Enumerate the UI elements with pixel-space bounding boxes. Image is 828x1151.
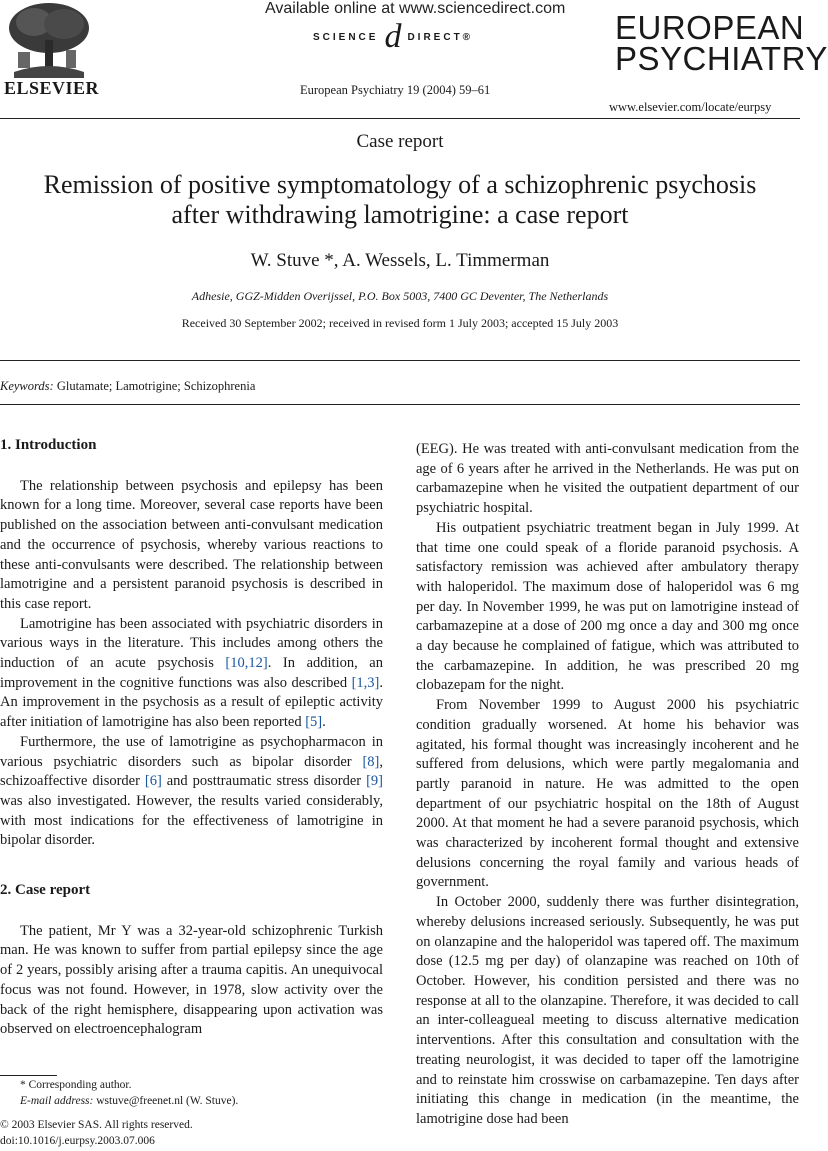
- email-note: [20, 1095, 238, 1107]
- email-address[interactable]: wstuve@freenet.nl (W. Stuve).: [93, 1095, 239, 1107]
- abstract-bottom-rule: [0, 404, 800, 405]
- sciencedirect-right: DIRECT®: [407, 31, 474, 43]
- affiliation: Adhesie, GGZ-Midden Overijssel, P.O. Box 5003, 7400 GC Deventer, The Netherlands: [191, 289, 609, 303]
- doi[interactable]: doi:10.1016/j.eurpsy.2003.07.006: [0, 1135, 155, 1147]
- article-type: Case report: [356, 131, 444, 152]
- intro-paragraph-2: Lamotrigine has been associated with psychiatric disorders in various ways in the literature. This includes among others the induction of an acute psychosis [10,12]. In addition, an improvement in the cognitive functions was also described [1,3]. An improvement in the psychosis as a result of epileptic activity after initiation of lamotrigine has also been reported [5].: [0, 615, 383, 731]
- citation-link[interactable]: [10,12]: [225, 655, 268, 672]
- right-paragraph-3: From November 1999 to August 2000 his psychiatric condition gradually worsened. At home his behavior was agitated, his formal thought was increasingly incoherent and he suffered from delusions, which were partly megalomania and partly paranoid in nature. He was admitted to the open department of our psychiatric hospital on the 18th of August 2000. At that moment he had a severe paranoid psychosis, which was characterized by incoherent formal thought and extensive delusions concerning the royal family and various heads of government.: [416, 697, 799, 891]
- corresponding-author-note: * Corresponding author.: [20, 1079, 132, 1091]
- case-paragraph-1: The patient, Mr Y was a 32-year-old schizophrenic Turkish man. He was known to suffer from partial epilepsy since the age of 2 years, possibly arising after a trauma capitis. An unequivocal focus was not found. However, in 1978, slow activity over the back of the right hemisphere, disappearing upon activation was observed on electroencephalogram: [0, 922, 383, 1038]
- intro-heading: 1. Introduction: [0, 437, 97, 453]
- header-rule: [0, 118, 800, 119]
- footnote-rule: [0, 1075, 57, 1076]
- citation-link[interactable]: [1,3]: [351, 674, 380, 691]
- journal-reference: European Psychiatry 19 (2004) 59–61: [300, 83, 491, 97]
- right-column: [416, 440, 799, 1130]
- elsevier-tree-logo: [4, 0, 94, 78]
- intro-paragraph-3: Furthermore, the use of lamotrigine as psychopharmacon in various psychiatric disorders such as bipolar disorder [8], schizoaffective disorder [6] and posttraumatic stress disorder [9] was also investigated. However, the results varied considerably, with most indications for the effectiveness of lamotrigine in bipolar disorder.: [0, 733, 383, 849]
- journal-title-line2: PSYCHIATRY: [615, 40, 828, 77]
- sciencedirect-left: SCIENCE: [313, 31, 379, 43]
- journal-title-line1: EUROPEAN: [615, 9, 805, 46]
- abstract-top-rule: [0, 360, 800, 361]
- right-paragraph-2: His outpatient psychiatric treatment began in July 1999. At that time one could speak of a floride paranoid psychosis. A satisfactory remission was achieved after ambulatory therapy with haloperidol. The maximum dose of haloperidol was 6 mg per day. In November 1999, he was put on lamotrigine instead of carbamazepine at a dose of 200 mg once a day and 300 mg once a day because he complained of fatigue, which was attributed to the carbamazepine. In addition, he was prescribed 20 mg clobazepam for the night.: [416, 519, 799, 694]
- intro-paragraph-1: The relationship between psychosis and epilepsy has been known for a long time. Moreover, several case reports have been published on the association between anti-convulsant medication and the occurrence of psychosis, whereby various reactions to these anti-convulsants were described. The relationship between lamotrigine and a persistent paranoid psychosis is described in this case report.: [0, 477, 383, 612]
- available-online-text: Available online at www.sciencedirect.com: [265, 0, 566, 17]
- keywords-label: Keywords:: [0, 379, 54, 393]
- citation-link[interactable]: [9]: [366, 773, 383, 790]
- email-label: E-mail address:: [20, 1095, 94, 1107]
- received-dates: Received 30 September 2002; received in revised form 1 July 2003; accepted 15 July 2003: [181, 316, 619, 330]
- journal-title: [615, 9, 828, 77]
- keywords: [0, 379, 255, 394]
- publisher-name: ELSEVIER: [4, 78, 100, 98]
- sciencedirect-logo: [313, 18, 474, 55]
- authors: W. Stuve *, A. Wessels, L. Timmerman: [250, 250, 550, 271]
- citation-link[interactable]: [5]: [305, 714, 323, 731]
- case-report-heading: 2. Case report: [0, 882, 91, 899]
- citation-link[interactable]: [6]: [144, 773, 162, 790]
- keywords-list: Glutamate; Lamotrigine; Schizophrenia: [56, 379, 256, 393]
- citation-link[interactable]: [8]: [362, 753, 380, 770]
- journal-url[interactable]: www.elsevier.com/locate/eurpsy: [609, 100, 772, 114]
- left-column: [0, 436, 383, 1040]
- sciencedirect-at-glyph: d: [384, 18, 402, 55]
- right-paragraph-4: In October 2000, suddenly there was further disintegration, whereby delusions increased seriously. Subsequently, he was put on olanzapine and the haloperidol was tapered off. The maximum dose (12.5 mg per day) of olanzapine was reached on 10th of October. However, his condition persisted and there was no response at all to the olanzapine. Therefore, it was decided to call an inter-colleagueal meeting to discuss alternative medication interventions. After this consultation and consultation with the treating neurologist, it was decided to taper off the lamotrigine and to reinstate him crosswise on carbamazepine. Ten days after initiating this change in medication (in the meantime, the lamotrigine dose had been: [416, 894, 799, 1127]
- article-title: Remission of positive symptomatology of a schizophrenic psychosis after withdrawing lamotrigine: a case report: [43, 170, 757, 229]
- copyright: © 2003 Elsevier SAS. All rights reserved.: [0, 1119, 193, 1131]
- right-paragraph-1: (EEG). He was treated with anti-convulsant medication from the age of 6 years after he arrived in the Netherlands. He was put on carbamazepine when he visited the outpatient department of our psychiatric hospital.: [416, 441, 799, 517]
